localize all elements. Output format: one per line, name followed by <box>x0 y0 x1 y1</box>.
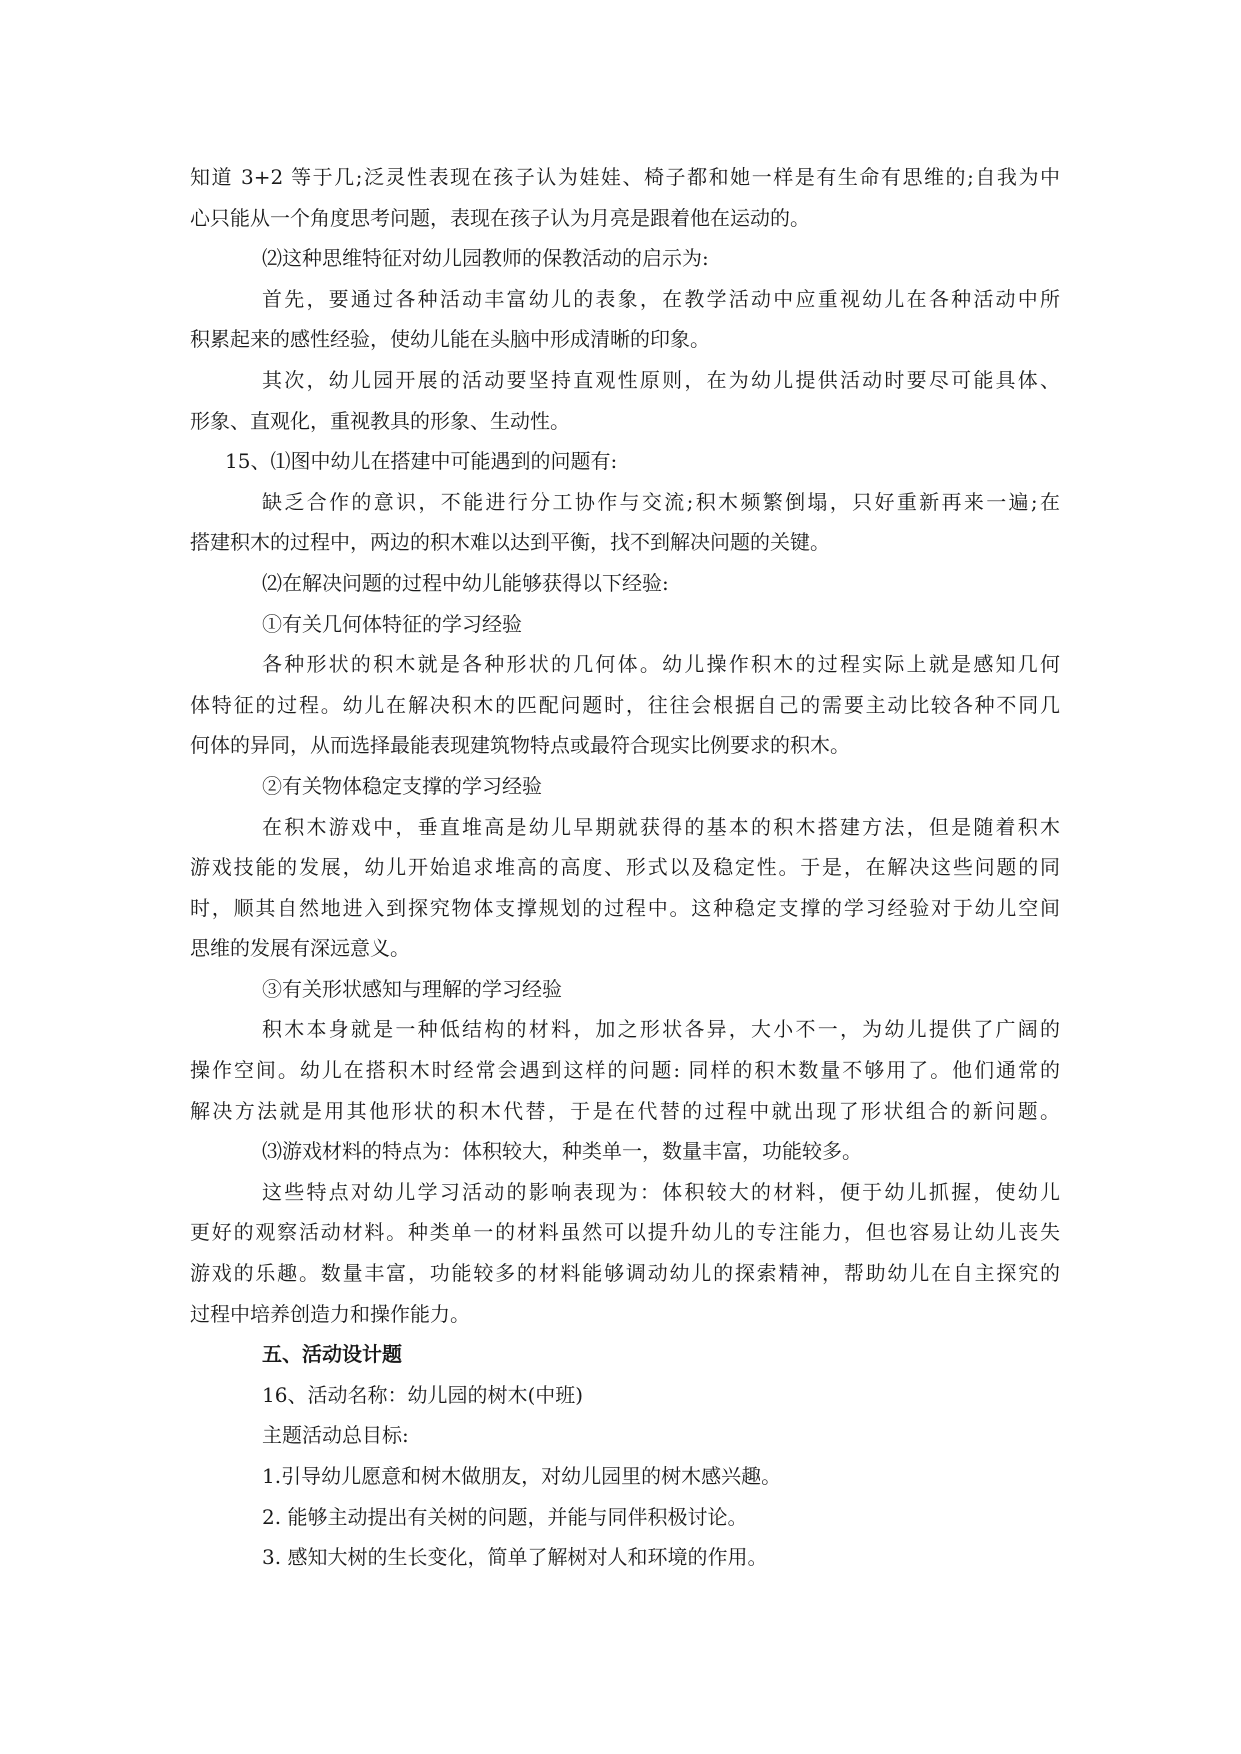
sub-heading: ③有关形状感知与理解的学习经验 <box>262 976 562 1001</box>
paragraph-line: 体特征的过程。幼儿在解决积木的匹配问题时，往往会根据自己的需要主动比较各种不同几 <box>190 692 1060 717</box>
section-heading: 五、活动设计题 <box>262 1342 402 1367</box>
paragraph-line: 搭建积木的过程中，两边的积木难以达到平衡，找不到解决问题的关键。 <box>190 530 830 555</box>
paragraph-line: 心只能从一个角度思考问题，表现在孩子认为月亮是跟着他在运动的。 <box>190 205 810 230</box>
paragraph-line: 其次，幼儿园开展的活动要坚持直观性原则，在为幼儿提供活动时要尽可能具体、 <box>262 367 1060 392</box>
sub-heading: ①有关几何体特征的学习经验 <box>262 611 522 636</box>
sub-heading: ②有关物体稳定支撑的学习经验 <box>262 773 542 798</box>
paragraph-line: 操作空间。幼儿在搭积木时经常会遇到这样的问题: 同样的积木数量不够用了。他们通常的 <box>190 1058 1060 1083</box>
paragraph-line: 游戏技能的发展，幼儿开始追求堆高的高度、形式以及稳定性。于是，在解决这些问题的同 <box>190 855 1060 880</box>
paragraph-line: 思维的发展有深远意义。 <box>190 936 410 961</box>
goal-item: 3. 感知大树的生长变化，简单了解树对人和环境的作用。 <box>262 1545 768 1570</box>
paragraph-line: 解决方法就是用其他形状的积木代替，于是在代替的过程中就出现了形状组合的新问题。 <box>190 1098 1060 1123</box>
goal-heading: 主题活动总目标: <box>262 1423 409 1448</box>
question-heading: 15、⑴图中幼儿在搭建中可能遇到的问题有: <box>225 449 618 474</box>
paragraph-line: 缺乏合作的意识，不能进行分工协作与交流;积木频繁倒塌，只好重新再来一遍;在 <box>262 489 1060 514</box>
activity-name: 16、活动名称：幼儿园的树木(中班) <box>262 1382 584 1407</box>
paragraph-line: 形象、直观化，重视教具的形象、生动性。 <box>190 408 570 433</box>
paragraph-line: 首先，要通过各种活动丰富幼儿的表象，在教学活动中应重视幼儿在各种活动中所 <box>262 286 1060 311</box>
paragraph-line: 积累起来的感性经验，使幼儿能在头脑中形成清晰的印象。 <box>190 327 710 352</box>
paragraph-line: 更好的观察活动材料。种类单一的材料虽然可以提升幼儿的专注能力，但也容易让幼儿丧失 <box>190 1220 1060 1245</box>
paragraph-line: ⑵在解决问题的过程中幼儿能够获得以下经验: <box>262 570 669 595</box>
paragraph-line: 知道 3+2 等于几;泛灵性表现在孩子认为娃娃、椅子都和她一样是有生命有思维的;自我为中 <box>190 165 1060 189</box>
paragraph-line: 积木本身就是一种低结构的材料，加之形状各异，大小不一，为幼儿提供了广阔的 <box>262 1017 1060 1042</box>
paragraph-line: 游戏的乐趣。数量丰富，功能较多的材料能够调动幼儿的探索精神，帮助幼儿在自主探究的 <box>190 1261 1060 1286</box>
paragraph-line: 何体的异同，从而选择最能表现建筑物特点或最符合现实比例要求的积木。 <box>190 733 850 758</box>
paragraph-line: 在积木游戏中，垂直堆高是幼儿早期就获得的基本的积木搭建方法，但是随着积木 <box>262 814 1060 839</box>
goal-item: 1.引导幼儿愿意和树木做朋友，对幼儿园里的树木感兴趣。 <box>262 1464 782 1488</box>
paragraph-line: 时，顺其自然地进入到探究物体支撑规划的过程中。这种稳定支撑的学习经验对于幼儿空间 <box>190 895 1060 920</box>
paragraph-line: 过程中培养创造力和操作能力。 <box>190 1301 470 1326</box>
paragraph-line: 这些特点对幼儿学习活动的影响表现为：体积较大的材料，便于幼儿抓握，使幼儿 <box>262 1179 1060 1204</box>
document-body <box>190 157 1060 1578</box>
paragraph-line: ⑶游戏材料的特点为：体积较大，种类单一，数量丰富，功能较多。 <box>262 1139 862 1164</box>
paragraph-line: ⑵这种思维特征对幼儿园教师的保教活动的启示为: <box>262 246 709 271</box>
goal-item: 2. 能够主动提出有关树的问题，并能与同伴积极讨论。 <box>262 1504 748 1529</box>
paragraph-line: 各种形状的积木就是各种形状的几何体。幼儿操作积木的过程实际上就是感知几何 <box>262 652 1060 677</box>
